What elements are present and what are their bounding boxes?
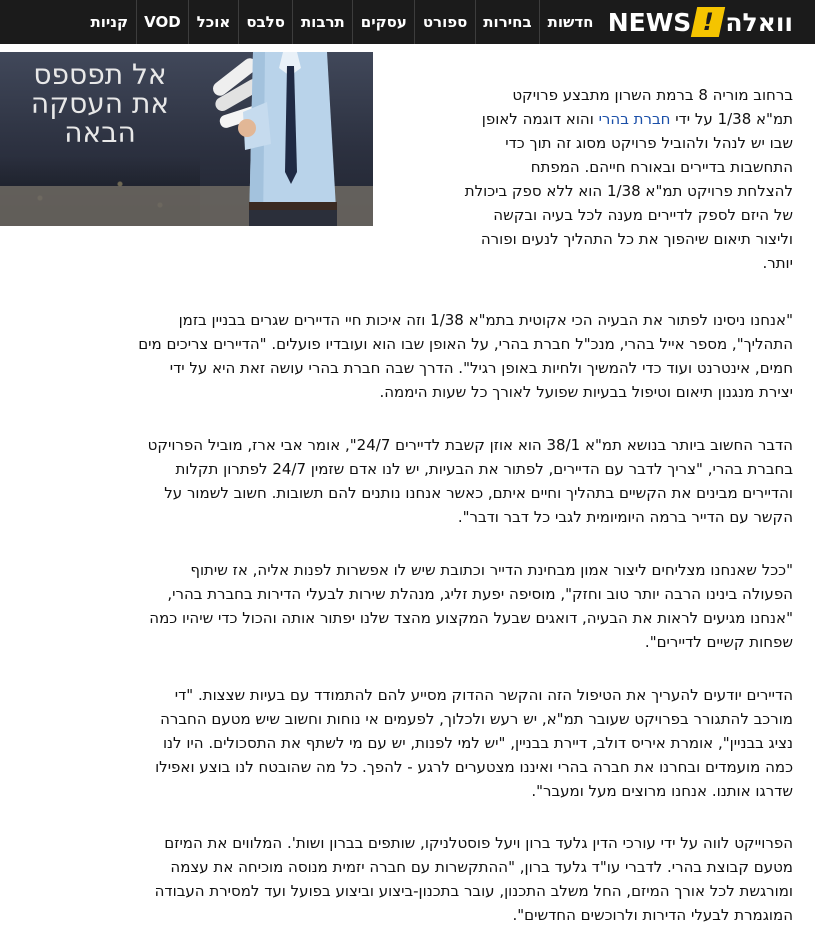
article-paragraph <box>8 558 793 654</box>
logo-news-text: NEWS <box>607 7 692 37</box>
paragraph-line: שפחות קשיים לדיירים". <box>644 633 793 651</box>
article-paragraph <box>8 683 793 803</box>
paragraph-line: וליצור תיאום שיהפוך את כל התהליך לנעים ופורה <box>480 230 793 248</box>
paragraph-line: הדיירים יודעים להעריך את הטיפול הזה והקשר ההדוק מסייע להם להתמודד עם בעיות שצצות. "די <box>174 686 793 704</box>
paragraph-line: התחשבות בדיירים ובאורח חייהם. המפתח <box>530 158 793 176</box>
article-paragraph <box>8 433 793 529</box>
paragraph-line: יצירת מנגנון תיאום וטיפול בבעיות שפועל לאורך כל שעות היממה. <box>379 383 793 401</box>
logo-exclamation-mark: ! <box>691 7 725 37</box>
article-paragraph <box>388 83 793 275</box>
nav-item-news[interactable]: חדשות <box>539 0 601 44</box>
nav-item-business[interactable]: עסקים <box>352 0 414 44</box>
paragraph-line: "ככל שאנחנו מצליחים ליצור אמון מבחינת הדייר וכתובת שיש לו אפשרות לפנות אליה, אז שיתוף <box>190 561 793 579</box>
paragraph-line: חמים, אינטרנט ועוד כדי להמשיך ולחיות באופן רגיל". הדרך שבה חברת בהרי עושה זאת היא על ידי <box>169 359 793 377</box>
paragraph-line: מורכב להתגורר בפרויקט שעובר תמ"א, יש רעש ולכלוך, לפעמים אי נוחות וחשוב שיש מטעם החברה <box>160 710 793 728</box>
nav-item-sports[interactable]: ספורט <box>414 0 474 44</box>
paragraph-line: כמה מועמדים ובחרנו את חברה בהרי ואיננו מצטערים לרגע - להפך. כל מה שהובטח לנו בוצע ואפילו <box>155 758 793 776</box>
paragraph-line: יותר. <box>762 254 793 272</box>
paragraph-line: והדיירים מבינים את הקשיים בתהליך וחיים איתם, כאשר אנחנו נותנים להם תשובות. חשוב לשמור על <box>164 484 793 502</box>
nav-item-elections[interactable]: בחירות <box>475 0 539 44</box>
article-paragraph <box>8 831 793 927</box>
line-text: תמ"א 1/38 על ידי <box>670 110 793 128</box>
paragraph-line: הדבר החשוב ביותר בנושא תמ"א 38/1 הוא אוזן קשבת לדיירים 24/7", אומר אבי ארז, מוביל הפרויקט <box>147 436 793 454</box>
nav-item-vod[interactable]: VOD <box>136 0 189 44</box>
nav-item-shopping[interactable]: קניות <box>90 13 129 31</box>
paragraph-line: "אנחנו ניסינו לפתור את הבעיה הכי אקוטית בתמ"א 1/38 וזה איכות חיי הדיירים שגרים בבניין בזמן <box>178 311 793 329</box>
paragraph-line: בחברת בהרי, "צריך לדבר עם הדיירים, לפתור את הבעיות, יש לנו אדם שזמין 24/7 לפתרון תקלות <box>175 460 793 478</box>
banner-slogan-line: אל תפספס <box>33 58 167 91</box>
paragraph-line: המוגמרת לבעלי הדירות ולרוכשים החדשים". <box>512 906 793 924</box>
paragraph-line <box>388 107 793 131</box>
paragraph-line: התהליך", מספר אייל בהרי, מנכ"ל חברת בהרי, על האופן שבו הוא ועובדיו פועלים. "הדיירים צריכים מים <box>138 335 793 353</box>
paragraph-line: "אנחנו מגיעים לראות את הבעיה, דואגים שבעל המקצוע מהצד שלנו יפתור אותה והכול כדי שיהיו כמה <box>149 609 793 627</box>
paragraph-line: ומורגשת לכל אורך המיזם, החל משלב התכנון, עובר בתכנון-ביצוע וביצוע בפועל ועד למסירת העבודה <box>154 882 793 900</box>
paragraph-line: שבו יש לנהל ולהוביל פרויקט מסוג זה תוך כדי <box>505 134 793 152</box>
paragraph-line: נציג בבניין", אומרת איריס דולב, דיירת בבניין, "יש למי לפנות, יש עם מי לשתף את התסכולים. היו לנו <box>162 734 793 752</box>
paragraph-line: הפעולה בינינו הרבה יותר טוב וחזק", מוסיפה יפעת זליג, מנהלת שירות לבעלי הדירות בחברת בהרי, <box>167 585 793 603</box>
nav-item-culture[interactable]: תרבות <box>292 0 352 44</box>
paragraph-line: ברחוב מוריה 8 ברמת השרון מתבצע פרויקט <box>512 86 793 104</box>
article-paragraph <box>8 308 793 404</box>
logo-walla-text: וואלה <box>725 7 793 37</box>
bahari-company-link[interactable]: חברת בהרי <box>598 110 671 128</box>
line-text: והוא דוגמה לאופן <box>481 110 599 128</box>
paragraph-line: מטעם קבוצת בהרי. לדברי עו"ד גלעד ברון, "ההתקשרות עם חברה יזמית מנוסה מוכיחה את עצמה <box>170 858 793 876</box>
banner-slogan-line: הבאה <box>64 116 136 149</box>
paragraph-line: של היזם לספק לדיירים מענה לכל בעיה ובקשה <box>493 206 793 224</box>
banner-slogan-line: את העסקה <box>30 87 170 120</box>
paragraph-line: הפרוייקט לווה על ידי עורכי הדין גלעד ברון ויעל פוסטלניקו, שותפים בברון ושות'. המלווים את המיזם <box>164 834 793 852</box>
nav-item-food[interactable]: אוכל <box>188 0 238 44</box>
paragraph-line: להצלחת פרויקט תמ"א 1/38 הוא ללא ספק ביכולת <box>464 182 793 200</box>
nav-item-celebs[interactable]: סלבס <box>238 0 293 44</box>
paragraph-line: שדרגו אותנו. אנחנו מרוצים מעל ומעבר". <box>531 782 793 800</box>
paragraph-line: הקשר עם הדייר ברמה היומיומית לגבי כל דבר ודבר". <box>457 508 793 526</box>
